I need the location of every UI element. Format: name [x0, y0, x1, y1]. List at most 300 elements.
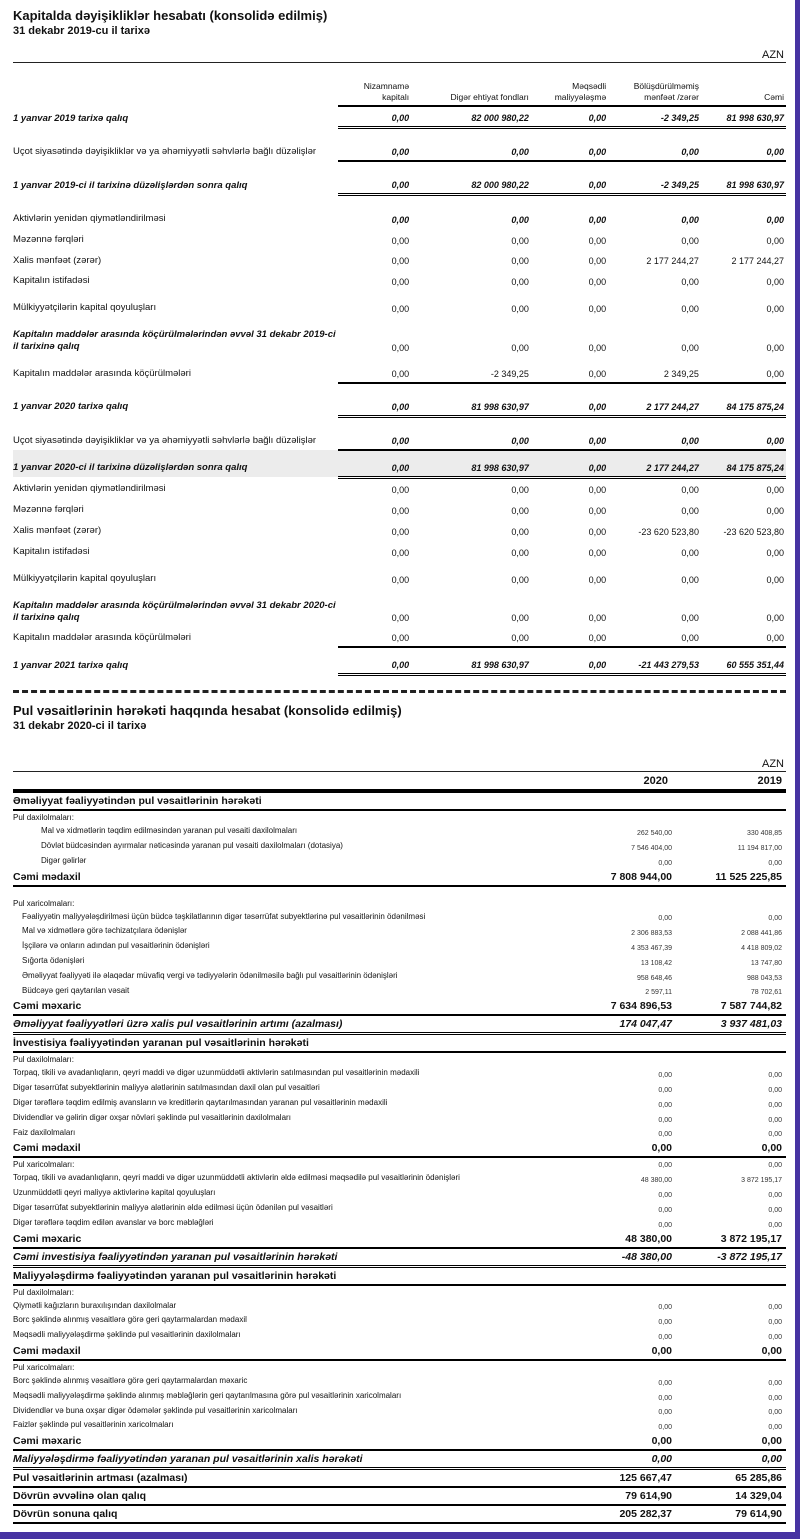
cell-2020: 0,00: [658, 1394, 672, 1402]
cell-meqsedli-maliyyelesme: 0,00: [531, 356, 608, 383]
table-row: [13, 1285, 786, 1299]
table-row: [13, 984, 786, 999]
cell-2020: 0,00: [566, 1343, 676, 1360]
row-label: Kapitalın istifadəsi: [13, 275, 90, 287]
table-row: [13, 1266, 786, 1285]
row-label: Əməliyyat fəaliyyətləri üzrə xalis pul vəsaitlərinin artımı (azalması): [13, 1015, 566, 1034]
row-label: Faiz daxilolmaları: [13, 1127, 76, 1137]
row-label: Büdcəyə geri qaytarılan vəsait: [22, 985, 130, 995]
cell-2020: 958 648,46: [636, 974, 672, 982]
cell-2020: 0,00: [658, 1162, 672, 1170]
row-label: Dövrün sonuna qalıq: [13, 1505, 566, 1523]
cell-2019: 78 702,61: [750, 989, 782, 997]
cell-nizamname-kapitali: 0,00: [391, 547, 410, 558]
cell-meqsedli-maliyyelesme: 0,00: [588, 613, 607, 624]
cell-diger-ehtiyat-fondlari: 82 000 980,22: [411, 161, 531, 195]
cell-2020: 174 047,47: [566, 1015, 676, 1034]
row-label: Maliyyələşdirmə fəaliyyətindən yaranan pul vəsaitlərinin xalis hərəkəti: [13, 1450, 566, 1469]
row-label: Fəaliyyətin maliyyələşdirilməsi üçün büdcə təşkilatlarının digər təsərrüfat subyektlərinə pul vəsaitlərinin ödənilməsi: [22, 911, 426, 921]
cell-cemi: 0,00: [766, 506, 784, 516]
row-label: Cəmi mədaxil: [13, 1140, 566, 1157]
cell-2020: 7 546 404,00: [631, 844, 672, 852]
table-row: [13, 1096, 786, 1111]
table-row: [13, 886, 786, 910]
row-label: Pul xaricolmaları:: [13, 1362, 75, 1372]
year-column-2019: 2019: [757, 775, 782, 788]
table-row: [13, 1248, 786, 1267]
cell-2019: 0,00: [768, 915, 782, 923]
cell-cemi: 0,00: [766, 485, 784, 496]
cell-2020: 0,00: [658, 1424, 672, 1432]
cell-2020: 2 597,11: [645, 989, 672, 997]
row-label: Pul xaricolmaları:: [13, 898, 75, 908]
row-label: Aktivlərin yenidən qiymətləndirilməsi: [13, 483, 166, 495]
cell-nizamname-kapitali: 0,00: [338, 626, 411, 647]
cell-diger-ehtiyat-fondlari: 0,00: [511, 256, 529, 267]
cell-nizamname-kapitali: 0,00: [338, 416, 411, 450]
cell-2019: 0,00: [768, 859, 782, 867]
cell-2020: 205 282,37: [566, 1505, 676, 1523]
cell-meqsedli-maliyyelesme: 0,00: [531, 128, 608, 162]
cell-2019: 65 285,86: [676, 1469, 786, 1488]
equity-column-header: Nizamnamə kapitalı: [338, 67, 411, 106]
table-row: [13, 1469, 786, 1488]
cell-2020: 0,00: [658, 1087, 672, 1095]
cell-2020: -48 380,00: [566, 1248, 676, 1267]
cell-diger-ehtiyat-fondlari: 0,00: [511, 574, 529, 585]
cell-diger-ehtiyat-fondlari: 81 998 630,97: [411, 647, 531, 675]
table-row: [13, 540, 786, 561]
equity-header-row: [13, 67, 786, 106]
cell-2020: 125 667,47: [566, 1469, 676, 1488]
table-row: [13, 1111, 786, 1126]
cell-2019: 0,00: [768, 1394, 782, 1402]
row-label: Cəmi məxaric: [13, 1433, 566, 1450]
row-label: İşçilərə və onların adından pul vəsaitlərinin ödənişləri: [22, 941, 210, 951]
cell-2020: 4 353 467,39: [631, 945, 672, 953]
cell-2020: 79 614,90: [566, 1487, 676, 1505]
table-row: [13, 910, 786, 925]
cell-diger-ehtiyat-fondlari: 0,00: [511, 526, 529, 537]
equity-currency-label: AZN: [13, 47, 786, 63]
cell-cemi: 81 998 630,97: [701, 106, 786, 128]
row-label: Pul vəsaitlərinin artması (azalması): [13, 1469, 566, 1488]
cell-bolusdurulmemis-menfeet: 0,00: [681, 304, 699, 315]
cell-2019: 0,00: [676, 1343, 786, 1360]
table-row: [13, 1126, 786, 1141]
table-row: [13, 869, 786, 886]
cell-2019: -3 872 195,17: [676, 1248, 786, 1267]
cell-nizamname-kapitali: 0,00: [338, 161, 411, 195]
cell-bolusdurulmemis-menfeet: 0,00: [681, 613, 699, 624]
cell-2020: [566, 1266, 676, 1285]
cell-2020: 0,00: [658, 1206, 672, 1214]
cell-diger-ehtiyat-fondlari: 0,00: [511, 277, 529, 288]
cell-meqsedli-maliyyelesme: 0,00: [588, 574, 607, 585]
table-row: [13, 106, 786, 128]
cell-2019: 0,00: [768, 1379, 782, 1387]
table-row: [13, 249, 786, 270]
table-row: [13, 588, 786, 627]
cell-2019: 3 937 481,03: [676, 1015, 786, 1034]
row-label: Aktivlərin yenidən qiymətləndirilməsi: [13, 212, 166, 224]
section-divider: [13, 690, 786, 693]
equity-title: Kapitalda dəyişikliklər hesabatı (konsolidə edilmiş): [13, 8, 328, 23]
cell-cemi: 0,00: [701, 128, 786, 162]
cell-meqsedli-maliyyelesme: 0,00: [588, 506, 607, 516]
cell-2019: 0,00: [768, 1424, 782, 1432]
table-row: [13, 161, 786, 195]
table-row: [13, 1505, 786, 1523]
cell-diger-ehtiyat-fondlari: 0,00: [411, 626, 531, 647]
cell-2019: 0,00: [768, 1131, 782, 1139]
cell-nizamname-kapitali: 0,00: [391, 214, 410, 225]
cell-bolusdurulmemis-menfeet: 0,00: [681, 574, 699, 585]
table-row: [13, 1231, 786, 1248]
cell-nizamname-kapitali: 0,00: [391, 342, 410, 353]
cell-diger-ehtiyat-fondlari: 81 998 630,97: [411, 450, 531, 478]
cell-nizamname-kapitali: 0,00: [391, 526, 410, 537]
row-label: 1 yanvar 2019-ci il tarixinə düzəlişlərdən sonra qalıq: [13, 179, 248, 191]
row-label: Mal və xidmətlərə görə təchizatçılara ödənişlər: [22, 926, 187, 936]
cell-2020: 0,00: [658, 1221, 672, 1229]
cell-bolusdurulmemis-menfeet: 2 349,25: [608, 356, 701, 383]
row-label: 1 yanvar 2021 tarixə qalıq: [13, 659, 129, 671]
cell-diger-ehtiyat-fondlari: 0,00: [411, 416, 531, 450]
cashflow-statement: [13, 703, 786, 1524]
equity-column-header: Məqsədli maliyyələşmə: [531, 67, 608, 106]
row-label: Dividendlər və gəlirin digər oxşar növləri şəklində pul vəsaitlərinin daxilolmaları: [13, 1112, 291, 1122]
row-label: Uzunmüddətli qeyri maliyyə aktivlərinə kapital qoyuluşları: [13, 1188, 216, 1198]
equity-column-header: Digər ehtiyat fondları: [411, 67, 531, 106]
cell-2020: 2 306 883,53: [631, 930, 672, 938]
table-row: [13, 228, 786, 249]
cell-bolusdurulmemis-menfeet: 0,00: [681, 214, 699, 225]
row-label: Pul xaricolmaları:: [13, 1160, 75, 1170]
row-label: Digər tərəflərə təqdim edilmiş avansların və kreditlərin qaytarılmasından yaranan pul vəsaitlərinin mədaxili: [13, 1098, 388, 1108]
cell-2020: 48 380,00: [566, 1231, 676, 1248]
cell-2020: 0,00: [658, 1116, 672, 1124]
cell-bolusdurulmemis-menfeet: 0,00: [608, 128, 701, 162]
cashflow-table: [13, 791, 786, 1524]
cell-2019: [676, 1052, 786, 1066]
cell-2019: 0,00: [768, 1319, 782, 1327]
cell-2019: 988 043,53: [746, 974, 782, 982]
cell-bolusdurulmemis-menfeet: 0,00: [681, 485, 699, 496]
table-row: [13, 647, 786, 675]
table-row: [13, 128, 786, 162]
row-label: Cəmi investisiya fəaliyyətindən yaranan pul vəsaitlərinin hərəkəti: [13, 1248, 566, 1267]
cell-2019: [676, 1266, 786, 1285]
table-row: [13, 477, 786, 498]
cell-2020: 0,00: [658, 1192, 672, 1199]
cell-2020: 0,00: [658, 1379, 672, 1387]
row-label: Kapitalın maddələr arasında köçürülmələrindən əvvəl 31 dekabr 2020-ci il tarixinə qalıq: [13, 599, 336, 623]
cell-2019: 11 525 225,85: [676, 869, 786, 886]
cell-nizamname-kapitali: 0,00: [391, 304, 410, 315]
cell-cemi: 84 175 875,24: [701, 383, 786, 417]
window-border-bottom: [0, 1532, 800, 1539]
table-row: [13, 1343, 786, 1360]
cell-diger-ehtiyat-fondlari: 81 998 630,97: [411, 383, 531, 417]
cell-meqsedli-maliyyelesme: 0,00: [588, 277, 607, 288]
table-row: [13, 1201, 786, 1216]
row-label: Uçot siyasətində dəyişikliklər və ya əhəmiyyətli səhvlərlə bağlı düzəlişlər: [13, 434, 317, 446]
equity-column-header: Bölüşdürülməmiş mənfəət /zərər: [608, 67, 701, 106]
row-label: Borc şəklində alınmış vəsaitlərə görə geri qaytarmalardan mədaxil: [13, 1315, 247, 1325]
cell-cemi: 0,00: [766, 342, 784, 353]
equity-statement: [13, 8, 786, 676]
row-label: Məzənnə fərqləri: [13, 504, 84, 516]
cell-cemi: 0,00: [766, 304, 784, 315]
row-label: Torpaq, tikili və avadanlıqların, qeyri maddi və digər uzunmüddətli aktivlərin satılmasından pul vəsaitlərinin mədaxili: [13, 1068, 420, 1078]
row-label: Dövlət büdcəsindən ayırmalar nəticəsində yaranan pul vəsaiti daxilolmaları (dotasiya): [41, 841, 343, 851]
cell-2019: 0,00: [768, 1221, 782, 1229]
cell-2019: 14 329,04: [676, 1487, 786, 1505]
row-label: Digər təsərrüfat subyektlərinin maliyyə alətlərinin əldə edilməsi üçün ödənilən pul vəsaitləri: [13, 1203, 333, 1212]
equity-date: 31 dekabr 2019-cu il tarixə: [13, 25, 150, 37]
cell-meqsedli-maliyyelesme: 0,00: [531, 450, 608, 478]
row-label: Mülkiyyətçilərin kapital qoyuluşları: [13, 302, 157, 314]
cell-nizamname-kapitali: 0,00: [391, 485, 410, 496]
cell-2020: 48 380,00: [640, 1177, 672, 1185]
cell-nizamname-kapitali: 0,00: [338, 383, 411, 417]
table-row: [13, 810, 786, 824]
table-row: [13, 1299, 786, 1314]
cell-bolusdurulmemis-menfeet: 0,00: [608, 626, 701, 647]
cell-2020: 0,00: [658, 1101, 672, 1109]
cell-2019: 0,00: [768, 1409, 782, 1417]
window-border-right: [795, 0, 800, 1539]
cell-2020: 262 540,00: [636, 830, 672, 838]
row-label: Cəmi məxaric: [13, 998, 566, 1015]
cell-2019: 13 747,80: [750, 959, 782, 967]
cell-meqsedli-maliyyelesme: 0,00: [531, 106, 608, 128]
cell-2020: 0,00: [658, 1319, 672, 1327]
cell-bolusdurulmemis-menfeet: 0,00: [608, 416, 701, 450]
row-label: Kapitalın istifadəsi: [13, 545, 90, 557]
row-label: Kapitalın maddələr arasında köçürülmələri: [13, 367, 191, 379]
table-row: [13, 416, 786, 450]
cell-2019: [676, 886, 786, 910]
row-label: Mülkiyyətçilərin kapital qoyuluşları: [13, 572, 157, 584]
cashflow-date: 31 dekabr 2020-ci il tarixə: [13, 720, 147, 733]
cell-2019: 0,00: [768, 1304, 782, 1312]
cell-2020: [566, 1052, 676, 1066]
row-label: Pul daxilolmaları:: [13, 1287, 74, 1297]
cell-bolusdurulmemis-menfeet: -2 349,25: [608, 161, 701, 195]
cell-cemi: 81 998 630,97: [701, 161, 786, 195]
cell-meqsedli-maliyyelesme: 0,00: [588, 342, 607, 353]
cell-2020: [566, 792, 676, 810]
cell-diger-ehtiyat-fondlari: 0,00: [511, 304, 529, 315]
cell-nizamname-kapitali: 0,00: [338, 450, 411, 478]
table-row: [13, 1015, 786, 1034]
cell-meqsedli-maliyyelesme: 0,00: [531, 626, 608, 647]
table-row: [13, 317, 786, 356]
cell-cemi: 0,00: [701, 416, 786, 450]
cell-2019: 330 408,85: [746, 830, 782, 838]
cell-2019: 79 614,90: [676, 1505, 786, 1523]
cell-cemi: 0,00: [701, 626, 786, 647]
row-label: 1 yanvar 2019 tarixə qalıq: [13, 112, 129, 124]
table-row: [13, 1171, 786, 1186]
cell-2019: 2 088 441,86: [741, 930, 782, 938]
row-label: Faizlər şəklində pul vəsaitlərinin xaricolmaları: [13, 1420, 174, 1430]
cashflow-title: Pul vəsaitlərinin hərəkəti haqqında hesabat (konsolidə edilmiş): [13, 703, 402, 719]
row-label: Məqsədli maliyyələşdirmə şəklində pul vəsaitlərinin daxilolmaları: [13, 1330, 241, 1340]
cell-bolusdurulmemis-menfeet: 2 177 244,27: [608, 383, 701, 417]
cell-nizamname-kapitali: 0,00: [338, 128, 411, 162]
row-label: Xalis mənfəət (zərər): [13, 525, 102, 536]
cell-meqsedli-maliyyelesme: 0,00: [531, 647, 608, 675]
cell-2019: [676, 1034, 786, 1053]
cell-2019: 0,00: [768, 1206, 782, 1214]
cell-2019: 0,00: [768, 1101, 782, 1109]
table-row: [13, 854, 786, 869]
row-label: Əməliyyat fəaliyyəti ilə əlaqədar müvafiq vergi və tədiyyələrin ödənilməsilə bağlı pul vəsaitlərinin ödənişləri: [22, 970, 398, 980]
row-label: Məqsədli maliyyələşdirmə şəklində alınmış məbləğlərin geri qaytarılmasına görə pul vəsaitlərinin xaricolmaları: [13, 1390, 402, 1400]
cell-meqsedli-maliyyelesme: 0,00: [588, 547, 607, 558]
cell-2020: [566, 886, 676, 910]
table-row: [13, 1066, 786, 1081]
cell-meqsedli-maliyyelesme: 0,00: [531, 416, 608, 450]
row-label: Mal və xidmətlərin təqdim edilməsindən yaranan pul vəsaiti daxilolmaları: [41, 826, 298, 836]
table-row: [13, 356, 786, 383]
row-label: Qiymətli kağızların buraxılışından daxilolmalar: [13, 1300, 177, 1310]
cell-cemi: 2 177 244,27: [731, 256, 784, 267]
row-label: Pul daxilolmaları:: [13, 1055, 74, 1065]
cell-diger-ehtiyat-fondlari: 82 000 980,22: [411, 106, 531, 128]
cell-2020: 0,00: [658, 1304, 672, 1312]
cell-diger-ehtiyat-fondlari: 0,00: [511, 342, 529, 353]
table-row: [13, 924, 786, 939]
cell-nizamname-kapitali: 0,00: [391, 574, 410, 585]
cell-bolusdurulmemis-menfeet: 0,00: [681, 506, 699, 516]
cell-nizamname-kapitali: 0,00: [391, 235, 410, 246]
cell-cemi: 60 555 351,44: [701, 647, 786, 675]
cell-cemi: 0,00: [766, 547, 784, 558]
row-label: Kapitalın maddələr arasında köçürülmələri: [13, 632, 191, 644]
cell-2020: 0,00: [566, 1140, 676, 1157]
table-row: [13, 954, 786, 969]
cell-diger-ehtiyat-fondlari: 0,00: [511, 214, 529, 225]
equity-table-body: [13, 106, 786, 675]
row-label: Digər gəlirlər: [41, 855, 87, 865]
table-row: [13, 1157, 786, 1171]
cell-meqsedli-maliyyelesme: 0,00: [531, 161, 608, 195]
cell-cemi: 0,00: [766, 574, 784, 585]
equity-column-header: Cəmi: [701, 67, 786, 106]
equity-header-spacer: [13, 67, 338, 106]
cell-meqsedli-maliyyelesme: 0,00: [588, 304, 607, 315]
cashflow-currency-label: AZN: [13, 756, 786, 772]
cell-2019: 0,00: [676, 1450, 786, 1469]
table-row: [13, 519, 786, 540]
cell-bolusdurulmemis-menfeet: 2 177 244,27: [608, 450, 701, 478]
cell-nizamname-kapitali: 0,00: [338, 647, 411, 675]
table-row: [13, 1140, 786, 1157]
cell-2020: 0,00: [658, 1333, 672, 1341]
table-row: [13, 1450, 786, 1469]
cell-2019: 0,00: [768, 1072, 782, 1080]
cell-bolusdurulmemis-menfeet: -21 443 279,53: [608, 647, 701, 675]
row-label: Cəmi mədaxil: [13, 869, 566, 886]
cell-bolusdurulmemis-menfeet: 2 177 244,27: [646, 256, 699, 267]
cell-2019: 0,00: [768, 1192, 782, 1199]
table-row: [13, 1313, 786, 1328]
table-row: [13, 1389, 786, 1404]
cell-bolusdurulmemis-menfeet: 0,00: [681, 547, 699, 558]
row-label: 1 yanvar 2020-ci il tarixinə düzəlişlərdən sonra qalıq: [13, 450, 338, 478]
row-label: Cəmi məxaric: [13, 1231, 566, 1248]
table-row: [13, 269, 786, 290]
cell-meqsedli-maliyyelesme: 0,00: [531, 383, 608, 417]
cell-2020: 0,00: [658, 1072, 672, 1080]
table-row: [13, 498, 786, 519]
cell-2020: 7 634 896,53: [566, 998, 676, 1015]
table-row: [13, 1328, 786, 1343]
cell-bolusdurulmemis-menfeet: 0,00: [681, 277, 699, 288]
table-row: [13, 969, 786, 984]
table-row: [13, 561, 786, 588]
cell-meqsedli-maliyyelesme: 0,00: [588, 526, 607, 537]
cell-2019: 3 872 195,17: [676, 1231, 786, 1248]
cell-2019: 11 194 817,00: [737, 844, 782, 852]
cell-2019: [676, 1360, 786, 1374]
row-label: Xalis mənfəət (zərər): [13, 254, 102, 266]
cell-cemi: 0,00: [766, 214, 784, 225]
table-row: [13, 792, 786, 810]
cell-diger-ehtiyat-fondlari: 0,00: [511, 485, 529, 496]
cell-2020: 0,00: [658, 1131, 672, 1139]
cell-nizamname-kapitali: 0,00: [391, 613, 410, 624]
table-row: [13, 626, 786, 647]
cashflow-year-header-row: [13, 773, 786, 791]
cell-2020: 13 108,42: [640, 959, 672, 967]
table-row: [13, 1487, 786, 1505]
year-column-2020: 2020: [643, 775, 668, 788]
cell-2020: [566, 810, 676, 824]
table-row: [13, 839, 786, 854]
cell-2020: 0,00: [566, 1450, 676, 1469]
table-row: [13, 195, 786, 228]
cell-meqsedli-maliyyelesme: 0,00: [588, 256, 607, 267]
cell-2020: [566, 1034, 676, 1053]
row-label: Məzənnə fərqləri: [13, 233, 84, 245]
row-label: Pul daxilolmaları:: [13, 813, 74, 823]
row-label: Digər tərəflərə təqdim edilən avanslar və borc məbləğləri: [13, 1217, 214, 1227]
cell-2019: 3 872 195,17: [741, 1177, 782, 1185]
table-row: [13, 1186, 786, 1201]
cell-2019: 0,00: [768, 1333, 782, 1341]
cell-bolusdurulmemis-menfeet: 0,00: [681, 342, 699, 353]
cell-nizamname-kapitali: 0,00: [338, 106, 411, 128]
cell-cemi: 84 175 875,24: [701, 450, 786, 478]
row-label: 1 yanvar 2020 tarixə qalıq: [13, 401, 129, 413]
table-row: [13, 1052, 786, 1066]
equity-table: [13, 67, 786, 676]
table-row: [13, 290, 786, 317]
cell-diger-ehtiyat-fondlari: 0,00: [511, 547, 529, 558]
cell-meqsedli-maliyyelesme: 0,00: [588, 235, 607, 246]
table-row: [13, 998, 786, 1015]
table-row: [13, 1216, 786, 1231]
cell-nizamname-kapitali: 0,00: [391, 277, 410, 288]
cell-2019: 0,00: [768, 1087, 782, 1095]
cell-2020: 7 808 944,00: [566, 869, 676, 886]
cell-diger-ehtiyat-fondlari: 0,00: [511, 613, 529, 624]
